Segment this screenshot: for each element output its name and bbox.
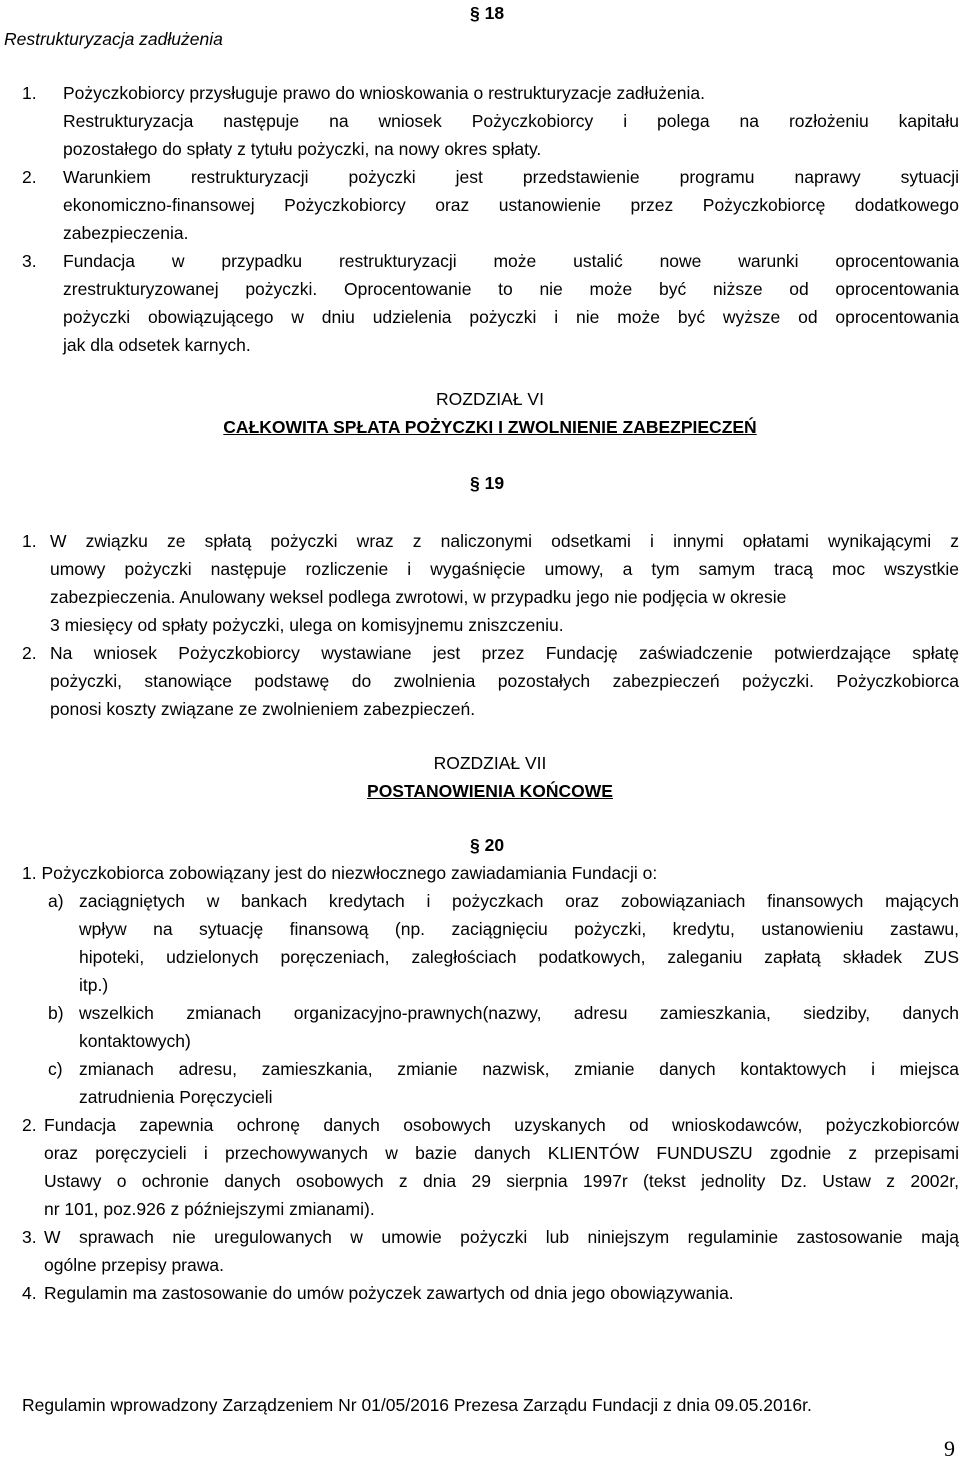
section-title: Restrukturyzacja zadłużenia <box>4 29 223 49</box>
text-line: pozostałego do spłaty z tytułu pożyczki, na nowy okres spłaty. <box>63 139 542 159</box>
text-line: pożyczki obowiązującego w dniu udzielenia pożyczki i nie może być wyższe od oprocentowania <box>63 307 959 327</box>
chapter-label: ROZDZIAŁ VI <box>436 389 544 409</box>
text-line: itp.) <box>79 975 109 995</box>
page-number: 9 <box>944 1436 955 1461</box>
text-line: jak dla odsetek karnych. <box>63 335 251 355</box>
paragraph-20-heading: § 20 <box>470 835 505 855</box>
text-line: zabezpieczenia. Anulowany weksel podlega zwrotowi, w przypadku jego nie podjęcia w okresie <box>50 587 787 607</box>
text-line: zmianach adresu, zamieszkania, zmianie nazwisk, zmianie danych kontaktowych i miejsca <box>79 1059 959 1079</box>
text-line: Regulamin ma zastosowanie do umów pożyczek zawartych od dnia jego obowiązywania. <box>44 1283 734 1303</box>
point-number: 1. <box>22 83 37 103</box>
paragraph-19-heading: § 19 <box>470 473 505 493</box>
point-number: 4. <box>22 1283 37 1303</box>
text-line: Ustawy o ochronie danych osobowych z dnia 29 sierpnia 1997r (tekst jednolity Dz. Ustaw z 2002r, <box>44 1171 959 1191</box>
point-number: 2. <box>22 167 37 187</box>
paragraph-18-heading: § 18 <box>470 3 505 23</box>
point-number: 1. <box>22 531 37 551</box>
text-line: ekonomiczno-finansowej Pożyczkobiorcy oraz ustanowienie przez Pożyczkobiorcę dodatkowego <box>63 195 959 215</box>
text-line: W związku ze spłatą pożyczki wraz z naliczonymi odsetkami i innymi opłatami wynikającymi z <box>50 531 959 551</box>
point-number: 2. <box>22 643 37 663</box>
text-line: Warunkiem restrukturyzacji pożyczki jest przedstawienie programu naprawy sytuacji <box>63 167 959 187</box>
text-line: Fundacja w przypadku restrukturyzacji może ustalić nowe warunki oprocentowania <box>63 251 959 271</box>
text-line: zrestrukturyzowanej pożyczki. Oprocentowanie to nie może być niższe od oprocentowania <box>63 279 959 299</box>
text-line: umowy pożyczki następuje rozliczenie i wygaśnięcie umowy, a tym samym tracą moc wszystkie <box>50 559 959 579</box>
text-line: 3 miesięcy od spłaty pożyczki, ulega on komisyjnemu zniszczeniu. <box>50 615 564 635</box>
point-number: 3. <box>22 1227 37 1247</box>
chapter-label: ROZDZIAŁ VII <box>433 753 547 773</box>
chapter-title: CAŁKOWITA SPŁATA POŻYCZKI I ZWOLNIENIE ZABEZPIECZEŃ <box>223 417 757 437</box>
text-line: wszelkich zmianach organizacyjno-prawnych(nazwy, adresu zamieszkania, siedziby, danych <box>79 1003 959 1023</box>
point-number: 2. <box>22 1115 37 1135</box>
text-line: Pożyczkobiorcy przysługuje prawo do wnioskowania o restrukturyzacje zadłużenia. <box>63 83 705 103</box>
text-line: zaciągniętych w bankach kredytach i pożyczkach oraz zobowiązaniach finansowych mających <box>79 891 959 911</box>
text-line: zabezpieczenia. <box>63 223 189 243</box>
text-line: ponosi koszty związane ze zwolnieniem zabezpieczeń. <box>50 699 476 719</box>
footer-note: Regulamin wprowadzony Zarządzeniem Nr 01/05/2016 Prezesa Zarządu Fundacji z dnia 09.05.2016r. <box>22 1395 812 1415</box>
text-line: Fundacja zapewnia ochronę danych osobowych uzyskanych od wnioskodawców, pożyczkobiorców <box>44 1115 959 1135</box>
text-line: nr 101, poz.926 z późniejszymi zmianami). <box>44 1199 375 1219</box>
text-line: zatrudnienia Poręczycieli <box>79 1087 273 1107</box>
text-line: kontaktowych) <box>79 1031 191 1051</box>
text-line: hipoteki, udzielonych poręczeniach, zaległościach podatkowych, zaleganiu zapłatą składek ZUS <box>79 947 959 967</box>
subpoint-letter: c) <box>48 1059 63 1079</box>
text-line: ogólne przepisy prawa. <box>44 1255 224 1275</box>
text-line: wpływ na sytuację finansową (np. zaciągnięciu pożyczki, kredytu, ustanowieniu zastawu, <box>79 919 959 939</box>
chapter-title: POSTANOWIENIA KOŃCOWE <box>367 781 613 801</box>
point-number: 3. <box>22 251 37 271</box>
text-line: 1. Pożyczkobiorca zobowiązany jest do niezwłocznego zawiadamiania Fundacji o: <box>22 863 658 883</box>
subpoint-letter: b) <box>48 1003 64 1023</box>
text-line: Restrukturyzacja następuje na wniosek Pożyczkobiorcy i polega na rozłożeniu kapitału <box>63 111 959 131</box>
text-line: Na wniosek Pożyczkobiorcy wystawiane jest przez Fundację zaświadczenie potwierdzające spłatę <box>50 643 959 663</box>
text-line: oraz poręczycieli i przechowywanych w bazie danych KLIENTÓW FUNDUSZU zgodnie z przepisami <box>44 1143 959 1163</box>
subpoint-letter: a) <box>48 891 64 911</box>
text-line: W sprawach nie uregulowanych w umowie pożyczki lub niniejszym regulaminie zastosowanie mają <box>44 1227 959 1247</box>
text-line: pożyczki, stanowiące podstawę do zwolnienia pozostałych zabezpieczeń pożyczki. Pożyczkobiorca <box>50 671 959 691</box>
